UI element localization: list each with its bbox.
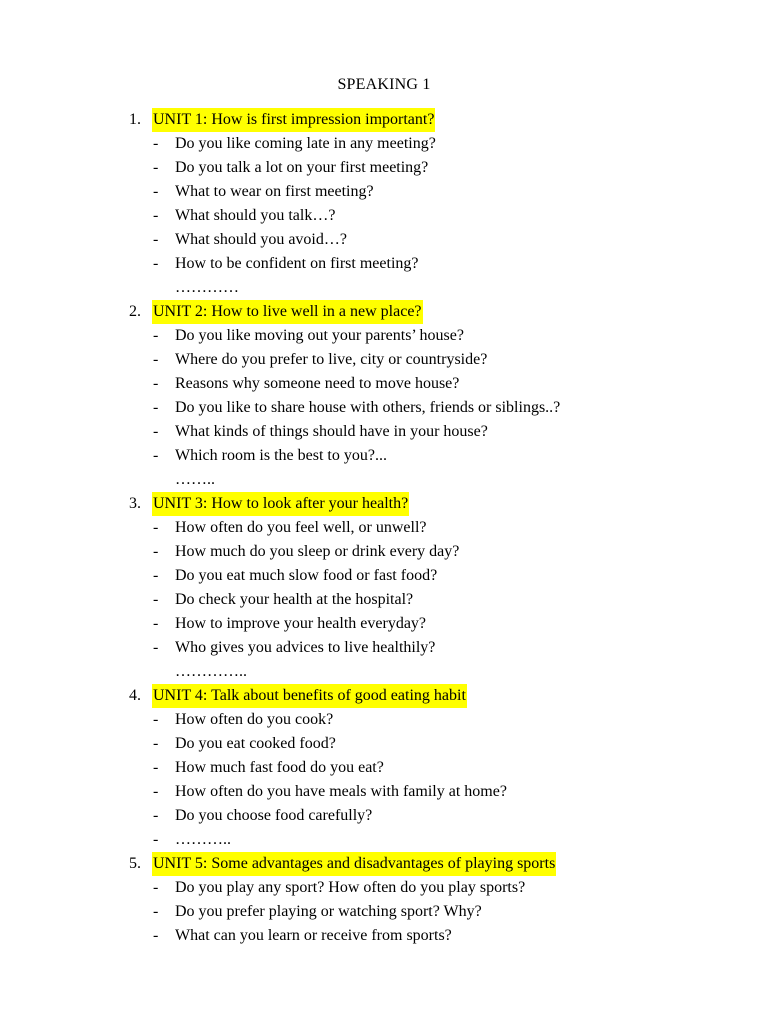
bullet-dash: - [153,135,159,152]
question-item [0,132,768,156]
question-item [0,900,768,924]
question-text: What kinds of things should have in your house? [175,423,488,440]
unit-number: 4. [129,687,141,704]
question-item [0,588,768,612]
question-text: Which room is the best to you?... [175,447,387,464]
question-item [0,516,768,540]
ellipsis-text: ………… [175,279,239,296]
question-text: How much do you sleep or drink every day? [175,543,460,560]
bullet-dash: - [153,159,159,176]
bullet-dash: - [153,759,159,776]
question-item [0,756,768,780]
unit-section [0,684,768,852]
question-text: Do you eat much slow food or fast food? [175,567,438,584]
question-item [0,228,768,252]
bullet-dash: - [153,375,159,392]
question-item [0,564,768,588]
question-item [0,708,768,732]
bullet-dash: - [153,327,159,344]
bullet-dash: - [153,831,159,848]
unit-section [0,852,768,948]
bullet-dash: - [153,519,159,536]
question-item [0,180,768,204]
question-text: What can you learn or receive from sports? [175,927,452,944]
question-text: How often do you cook? [175,711,334,728]
bullet-dash: - [153,423,159,440]
unit-heading-text: UNIT 4: Talk about benefits of good eating habit [152,684,467,708]
bullet-dash: - [153,567,159,584]
question-text: Do you talk a lot on your first meeting? [175,159,429,176]
bullet-dash: - [153,615,159,632]
units-list [0,108,768,948]
question-text: What should you avoid…? [175,231,347,248]
bullet-dash: - [153,255,159,272]
question-item [0,156,768,180]
unit-heading-text: UNIT 3: How to look after your health? [152,492,409,516]
question-item [0,324,768,348]
unit-heading [129,852,768,876]
continuation-ellipsis [0,468,768,492]
question-text: Who gives you advices to live healthily? [175,639,436,656]
ellipsis-text: …….. [175,471,215,488]
bullet-dash: - [153,735,159,752]
question-text: Do you prefer playing or watching sport? Why? [175,903,482,920]
unit-heading-text: UNIT 1: How is first impression important? [152,108,435,132]
ellipsis-text: ……….. [175,831,231,848]
unit-number: 2. [129,303,141,320]
unit-number: 1. [129,111,141,128]
bullet-dash: - [153,879,159,896]
bullet-dash: - [153,783,159,800]
question-text: Do check your health at the hospital? [175,591,414,608]
question-text: How to be confident on first meeting? [175,255,419,272]
unit-heading-text: UNIT 5: Some advantages and disadvantages of playing sports [152,852,556,876]
question-item [0,540,768,564]
question-item [0,804,768,828]
bullet-dash: - [153,711,159,728]
continuation-ellipsis [0,660,768,684]
question-item [0,420,768,444]
question-text: Do you choose food carefully? [175,807,373,824]
question-item [0,372,768,396]
unit-number: 5. [129,855,141,872]
unit-heading [129,684,768,708]
question-text: Do you like to share house with others, friends or siblings..? [175,399,561,416]
question-text: Do you play any sport? How often do you play sports? [175,879,526,896]
question-text: What to wear on first meeting? [175,183,374,200]
bullet-dash: - [153,351,159,368]
bullet-dash: - [153,183,159,200]
question-text: How often do you feel well, or unwell? [175,519,427,536]
bullet-dash: - [153,807,159,824]
unit-number: 3. [129,495,141,512]
bullet-dash: - [153,591,159,608]
unit-section [0,300,768,492]
ellipsis-text: ………….. [175,663,247,680]
question-item [0,876,768,900]
bullet-dash: - [153,639,159,656]
question-text: How much fast food do you eat? [175,759,384,776]
bullet-dash: - [153,207,159,224]
unit-heading [129,108,768,132]
question-text: Where do you prefer to live, city or countryside? [175,351,488,368]
unit-heading [129,300,768,324]
continuation-ellipsis [0,828,768,852]
continuation-ellipsis [0,276,768,300]
question-item [0,204,768,228]
unit-section [0,108,768,300]
bullet-dash: - [153,399,159,416]
question-item [0,636,768,660]
question-item [0,348,768,372]
question-item [0,612,768,636]
question-text: Do you like moving out your parents’ house? [175,327,464,344]
bullet-dash: - [153,543,159,560]
question-text: Do you like coming late in any meeting? [175,135,436,152]
question-item [0,252,768,276]
bullet-dash: - [153,927,159,944]
bullet-dash: - [153,447,159,464]
unit-heading-text: UNIT 2: How to live well in a new place? [152,300,423,324]
question-text: How often do you have meals with family at home? [175,783,507,800]
page-title: SPEAKING 1 [337,76,431,93]
unit-section [0,492,768,684]
question-text: How to improve your health everyday? [175,615,427,632]
question-item [0,396,768,420]
question-item [0,924,768,948]
question-item [0,780,768,804]
bullet-dash: - [153,903,159,920]
question-text: Reasons why someone need to move house? [175,375,460,392]
question-item [0,732,768,756]
question-text: Do you eat cooked food? [175,735,336,752]
unit-heading [129,492,768,516]
question-text: What should you talk…? [175,207,336,224]
question-item [0,444,768,468]
bullet-dash: - [153,231,159,248]
